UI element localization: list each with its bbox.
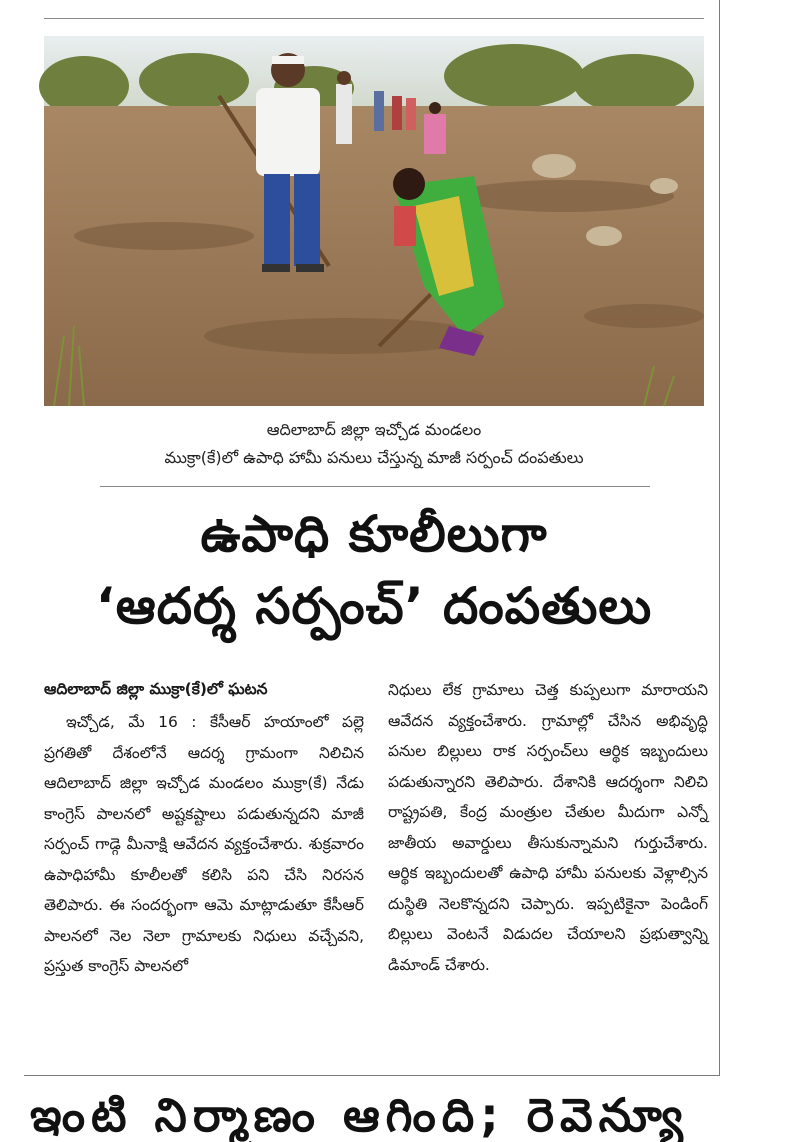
headline-line-1: ఉపాధి కూలీలుగా bbox=[200, 505, 548, 563]
news-photo bbox=[44, 36, 704, 406]
field-workers-photo-icon bbox=[44, 36, 704, 406]
article-body-left: ఇచ్చోడ, మే 16 : కేసీఆర్‌ హయాంలో పల్లె ప్రగతితో దేశంలోనే ఆదర్శ గ్రామంగా నిలిచిన ఆదిలాబాద్‌ జిల్లా ఇచ్చోడ మండలం ముక్రా(కే) నేడు కాంగ్రెస్‌ పాలనలో అష్టకష్టాలు పడుతున్నదని మాజీ సర్పంచ్‌ గాడ్గె మీనాక్షి ఆవేదన వ్యక్తంచేశారు. శుక్రవారం ఉపాధిహామీ కూలీలతో కలిసి పని చేసి నిరసన తెలిపారు. ఈ సందర్భంగా ఆమె మాట్లాడుతూ కేసీఆర్‌ పాలనలో నెల నెలా గ్రామాలకు నిధులు వచ్చేవని, ప్రస్తుత కాంగ్రెస్‌ పాలనలో bbox=[44, 713, 364, 975]
caption-line-2: ముక్రా(కే)లో ఉపాధి హామీ పనులు చేస్తున్న మాజీ సర్పంచ్‌ దంపతులు bbox=[164, 448, 584, 467]
next-headline-fragment: ఇంటి నిర్మాణం ఆగింది; రెవెన్యూ bbox=[30, 1088, 689, 1142]
article-column-left bbox=[44, 675, 364, 982]
dateline: ఆదిలాబాద్‌ జిల్లా ముక్రా(కే)లో ఘటన bbox=[44, 680, 268, 698]
headline-line-2: ‘ఆదర్శ సర్పంచ్‌’ దంపతులు bbox=[95, 577, 653, 635]
caption-divider bbox=[100, 486, 650, 487]
article-body-right: నిధులు లేక గ్రామాలు చెత్త కుప్పలుగా మారాయని ఆవేదన వ్యక్తంచేశారు. గ్రామాల్లో చేసిన అభివృద్ధి పనుల బిల్లులు రాక సర్పంచ్‌లు ఆర్థిక ఇబ్బందులు పడుతున్నారని తెలిపారు. దేశానికి ఆదర్శంగా నిలిచి రాష్ట్రపతి, కేంద్ర మంత్రుల చేతుల మీదుగా ఎన్నో జాతీయ అవార్డులు తీసుకున్నామని గుర్తుచేశారు. ఆర్థిక ఇబ్బందులతో ఉపాధి హామీ పనులకు వెళ్లాల్సిన దుస్థితి నెలకొన్నదని చెప్పారు. ఇప్పటికైనా పెండింగ్‌ బిల్లులు వెంటనే విడుదల చేయాలని ప్రభుత్వాన్ని డిమాండ్‌ చేశారు. bbox=[388, 681, 708, 974]
caption-line-1: ఆదిలాబాద్‌ జిల్లా ఇచ్చోడ మండలం bbox=[266, 420, 482, 439]
photo-caption bbox=[44, 416, 704, 472]
article-headline bbox=[44, 498, 704, 642]
top-divider bbox=[44, 18, 704, 19]
article-column-right bbox=[388, 675, 708, 980]
next-article-headline bbox=[30, 1088, 780, 1142]
